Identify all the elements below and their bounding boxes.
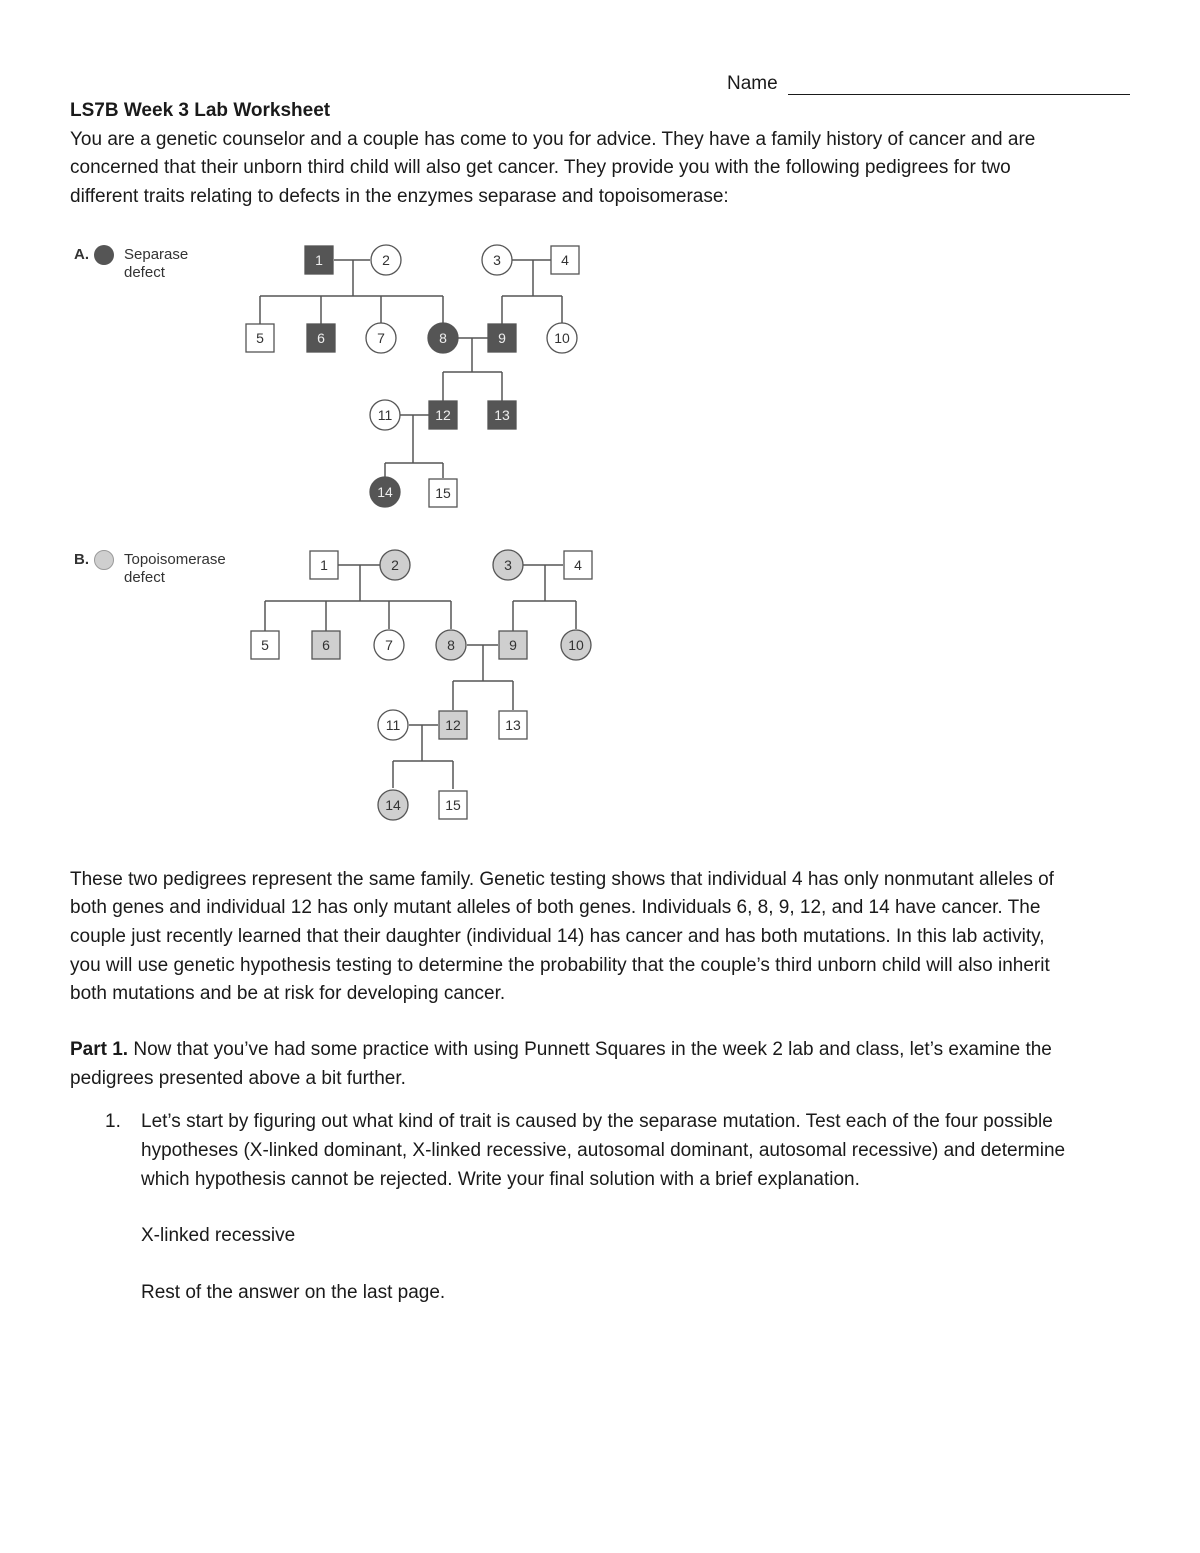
individual-number-label: 11 [385, 717, 401, 733]
pedigree-b-individual-9 [499, 631, 527, 659]
legend-b-letter: B. [74, 551, 89, 568]
pedigree-a-individual-15 [429, 479, 457, 507]
individual-number-label: 12 [445, 717, 461, 733]
individual-number-label: 14 [377, 484, 393, 500]
description-line-3: couple just recently learned that their daughter (individual 14) has cancer and has both mutations. In this lab activity, [70, 926, 1045, 947]
individual-number-label: 8 [447, 637, 455, 653]
pedigree-b-individual-13 [499, 711, 527, 739]
pedigree-b-individual-11 [378, 710, 408, 740]
legend-b-line-2: defect [124, 569, 165, 586]
pedigree-a-individual-14 [370, 477, 400, 507]
individual-number-label: 6 [317, 330, 325, 346]
individual-number-label: 1 [315, 252, 323, 268]
intro-line-2: concerned that their unborn third child will also get cancer. They provide you with the following pedigrees for two [70, 157, 1011, 178]
name-field-line[interactable] [788, 94, 1130, 95]
question-1-answer[interactable]: X-linked recessive [141, 1225, 296, 1246]
pedigree-a-individual-8 [428, 323, 458, 353]
legend-a-letter: A. [74, 246, 89, 263]
individual-number-label: 13 [494, 407, 510, 423]
individual-number-label: 5 [261, 637, 269, 653]
pedigree-a-individual-1 [305, 246, 333, 274]
pedigree-a-diagram [0, 230, 640, 520]
description-line-1: These two pedigrees represent the same family. Genetic testing shows that individual 4 has only nonmutant alleles of [70, 869, 1054, 890]
question-1-note: Rest of the answer on the last page. [141, 1282, 446, 1303]
individual-number-label: 12 [435, 407, 451, 423]
individual-number-label: 3 [504, 557, 512, 573]
worksheet-title: LS7B Week 3 Lab Worksheet [70, 100, 331, 121]
individual-number-label: 15 [435, 485, 451, 501]
individual-number-label: 2 [382, 252, 390, 268]
individual-number-label: 10 [554, 330, 570, 346]
part1-line-2: pedigrees presented above a bit further. [70, 1068, 406, 1089]
pedigree-b-individual-12 [439, 711, 467, 739]
pedigree-b-individual-3 [493, 550, 523, 580]
individual-number-label: 14 [385, 797, 401, 813]
pedigree-b-individual-2 [380, 550, 410, 580]
pedigree-a-individual-5 [246, 324, 274, 352]
pedigree-a-individual-9 [488, 324, 516, 352]
individual-number-label: 4 [561, 252, 569, 268]
legend-b-line-1: Topoisomerase [124, 551, 226, 568]
description-line-2: both genes and individual 12 has only mutant alleles of both genes. Individuals 6, 8, 9, 12, and 14 have cancer. The [70, 897, 1041, 918]
individual-number-label: 10 [568, 637, 584, 653]
pedigree-a-individual-7 [366, 323, 396, 353]
individual-number-label: 9 [509, 637, 517, 653]
description-line-5: both mutations and be at risk for developing cancer. [70, 983, 506, 1004]
individual-number-label: 11 [377, 407, 393, 423]
intro-line-3: different traits relating to defects in the enzymes separase and topoisomerase: [70, 186, 729, 207]
individual-number-label: 2 [391, 557, 399, 573]
individual-number-label: 13 [505, 717, 521, 733]
individual-number-label: 8 [439, 330, 447, 346]
part1-line-1 [70, 1036, 1052, 1065]
individual-number-label: 7 [385, 637, 393, 653]
individual-number-label: 6 [322, 637, 330, 653]
question-1-line-2: hypotheses (X-linked dominant, X-linked recessive, autosomal dominant, autosomal recessive) and determine [141, 1140, 1066, 1161]
pedigree-b-individual-6 [312, 631, 340, 659]
pedigree-a-individual-2 [371, 245, 401, 275]
individual-number-label: 1 [320, 557, 328, 573]
question-1-number: 1. [105, 1111, 121, 1132]
individual-number-label: 7 [377, 330, 385, 346]
individual-number-label: 15 [445, 797, 461, 813]
pedigree-b-individual-10 [561, 630, 591, 660]
pedigree-b-individual-7 [374, 630, 404, 660]
pedigree-a-individual-12 [429, 401, 457, 429]
individual-number-label: 4 [574, 557, 582, 573]
pedigree-b-diagram [0, 535, 640, 825]
individual-number-label: 5 [256, 330, 264, 346]
question-1-line-3: which hypothesis cannot be rejected. Write your final solution with a brief explanation. [141, 1169, 860, 1190]
pedigree-b-individual-15 [439, 791, 467, 819]
pedigree-a-individual-11 [370, 400, 400, 430]
pedigree-b-individual-14 [378, 790, 408, 820]
pedigree-b-individual-1 [310, 551, 338, 579]
legend-a-line-1: Separase [124, 246, 189, 263]
pedigree-a-individual-3 [482, 245, 512, 275]
pedigree-b-individual-5 [251, 631, 279, 659]
intro-line-1: You are a genetic counselor and a couple has come to you for advice. They have a family history of cancer and are [70, 129, 1036, 150]
name-label: Name [727, 73, 778, 94]
pedigree-b-individual-4 [564, 551, 592, 579]
legend-a-line-2: defect [124, 264, 165, 281]
individual-number-label: 3 [493, 252, 501, 268]
question-1-line-1: Let’s start by figuring out what kind of trait is caused by the separase mutation. Test each of the four possible [141, 1111, 1053, 1132]
part1-text: Now that you’ve had some practice with using Punnett Squares in the week 2 lab and class, let’s examine the [128, 1039, 1052, 1060]
pedigree-a-individual-13 [488, 401, 516, 429]
individual-number-label: 9 [498, 330, 506, 346]
pedigree-a-individual-10 [547, 323, 577, 353]
pedigree-a-individual-6 [307, 324, 335, 352]
part1-label: Part 1. [70, 1039, 129, 1060]
pedigree-b-individual-8 [436, 630, 466, 660]
pedigree-a-individual-4 [551, 246, 579, 274]
description-line-4: you will use genetic hypothesis testing to determine the probability that the couple’s third unborn child will also inherit [70, 955, 1050, 976]
